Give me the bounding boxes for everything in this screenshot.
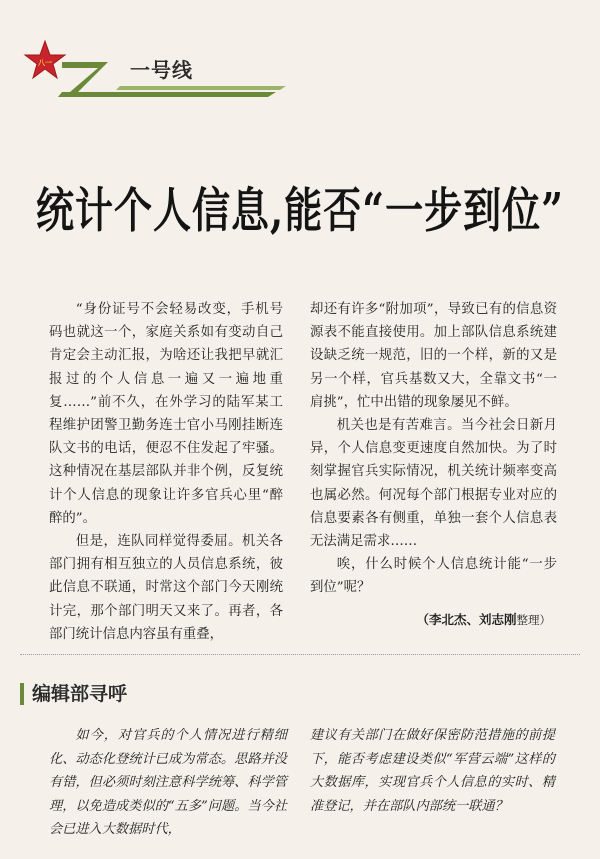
byline bbox=[310, 608, 557, 632]
editorial-heading: 编辑部寻呼 bbox=[20, 683, 127, 705]
byline-names: （李北杰、刘志刚 bbox=[416, 611, 517, 627]
article-paragraph: “身份证号不会轻易改变，手机号码也就这一个，家庭关系如有变动自己肯定会主动汇报，为啥还让我把早就汇报过的个人信息一遍又一遍地重复……”前不久，在外学习的陆军某工程维护团警卫勤务连士官小马刚挂断连队文书的电话，便忍不住发起了牢骚。这种情况在基层部队并非个例，反复统计个人信息的现象让许多官兵心里“醉醉的”。 bbox=[49, 302, 283, 526]
section-logo bbox=[0, 0, 600, 110]
editorial-column-right bbox=[310, 724, 555, 818]
logo-stripe-upper bbox=[116, 86, 286, 90]
section-header bbox=[0, 0, 600, 110]
byline-tail: 整理） bbox=[516, 612, 551, 627]
article-paragraph: 机关也是有苦难言。当今社会日新月异，个人信息变更速度自然加快。为了时刻掌握官兵实际情况，机关统计频率变高也属必然。何况每个部门根据专业对应的信息要素各有侧重，单独一套个人信息表无法满足需求…… bbox=[310, 418, 557, 550]
editorial-paragraph: 如今，对官兵的个人情况进行精细化、动态化登统计已成为常态。思路并没有错，但必须时刻注意科学统筹、科学管理，以免造成类似的“五多”问题。当今社会已进入大数据时代， bbox=[49, 728, 287, 837]
section-label: 一号线 bbox=[130, 58, 193, 82]
article-title: 统计个人信息,能否“一步到位” bbox=[36, 182, 564, 239]
editorial-column-left bbox=[49, 724, 287, 842]
logo-z-mark bbox=[62, 62, 108, 92]
editorial-paragraph: 建议有关部门在做好保密防范措施的前提下，能否考虑建设类似“军营云端”这样的大数据库，实现官兵个人信息的实时、精准登记，并在部队内部统一联通？ bbox=[310, 728, 555, 814]
logo-stripe-lower bbox=[58, 92, 276, 97]
section-divider bbox=[20, 654, 580, 655]
article-column-left bbox=[49, 298, 283, 646]
article-column-right bbox=[310, 298, 557, 632]
star-inner-text: 八一 bbox=[38, 59, 52, 67]
article-paragraph: 但是，连队同样觉得委屈。机关各部门拥有相互独立的人员信息系统，彼此信息不联通，时常这个部门今天刚统计完，那个部门明天又来了。再者，各部门统计信息内容虽有重叠， bbox=[49, 534, 283, 642]
article-paragraph: 唉，什么时候个人信息统计能“一步到位”呢？ bbox=[310, 557, 557, 596]
article-paragraph: 却还有许多“附加项”，导致已有的信息资源表不能直接使用。加上部队信息系统建设缺乏统一规范，旧的一个样，新的又是另一个样，官兵基数又大，全靠文书“一肩挑”，忙中出错的现象屡见不鲜。 bbox=[310, 302, 557, 410]
